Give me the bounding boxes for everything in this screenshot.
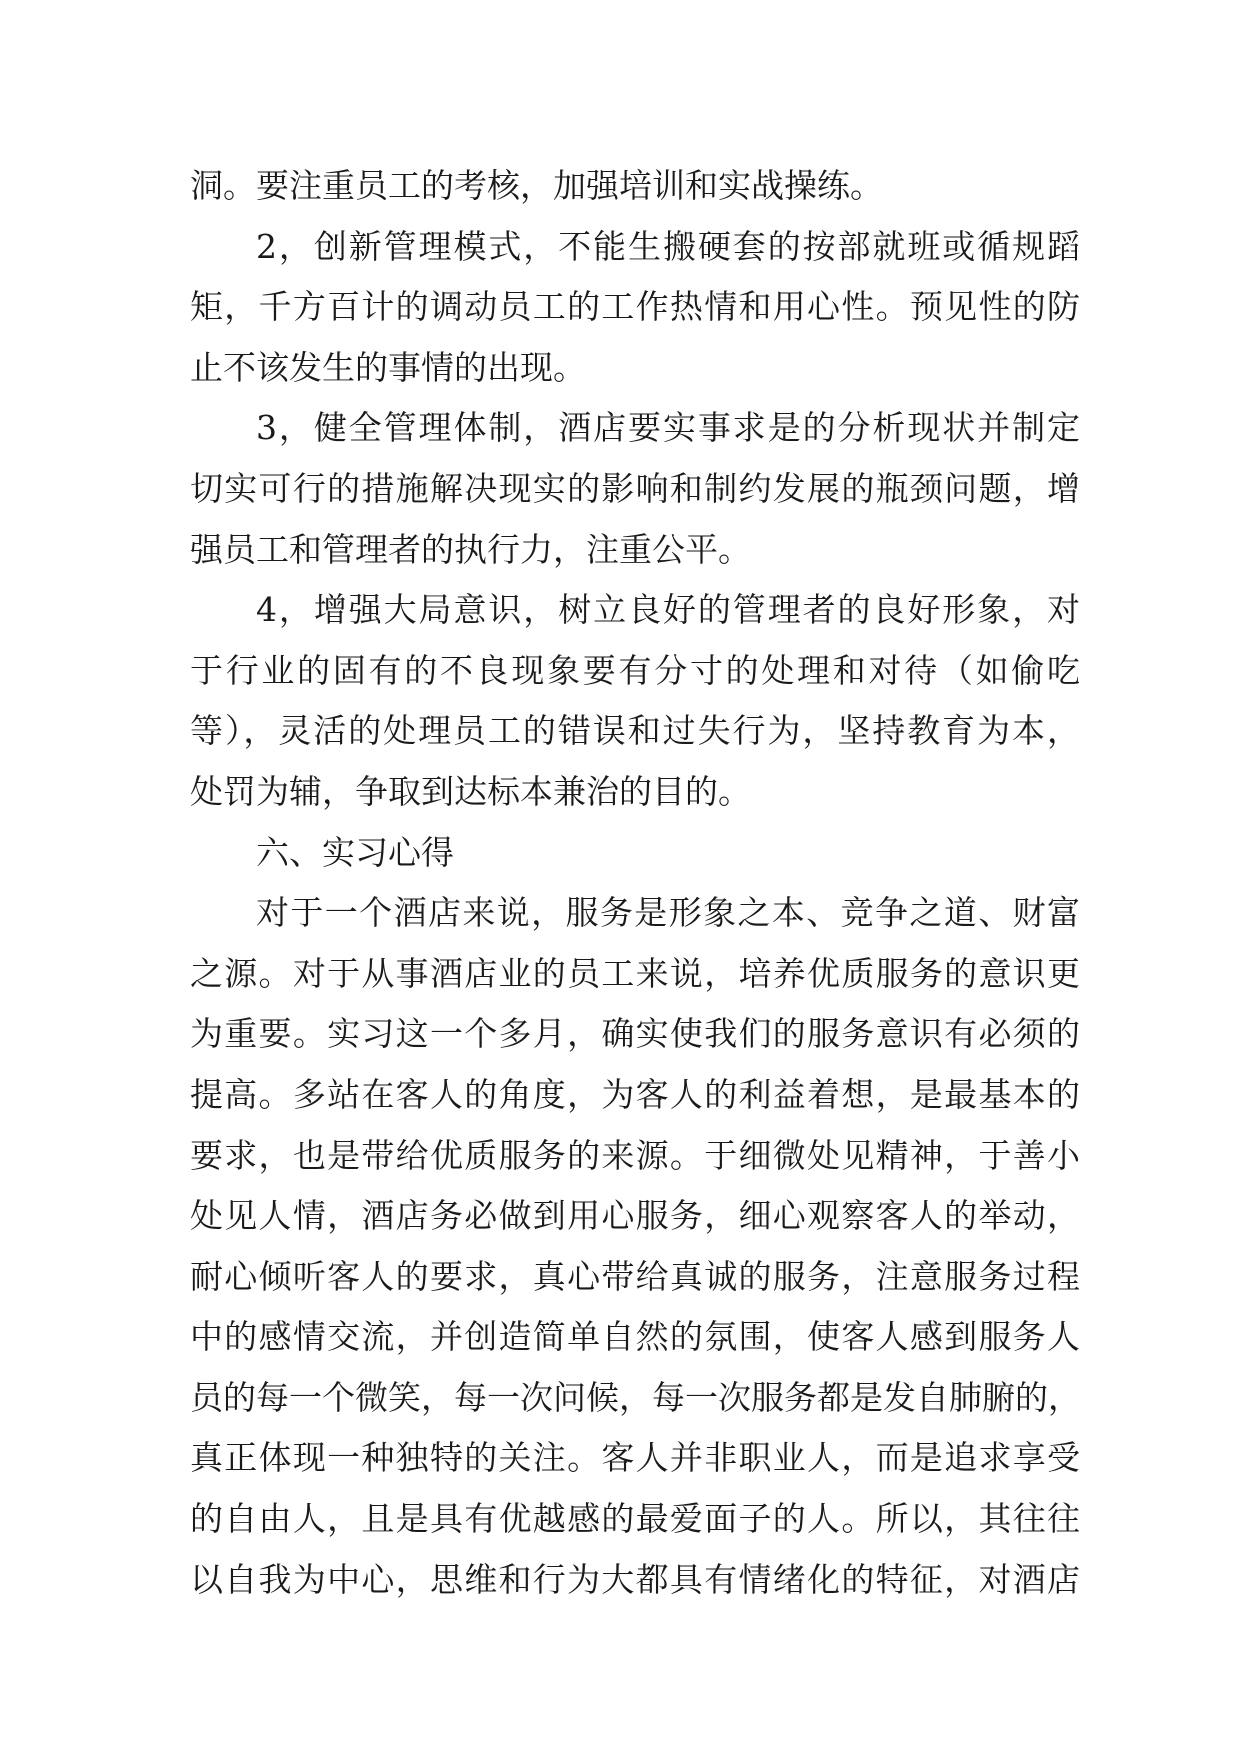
text-line: 对于一个酒店来说，服务是形象之本、竞争之道、财富 — [256, 893, 1080, 933]
text-line: 2，创新管理模式，不能生搬硬套的按部就班或循规蹈 — [256, 226, 1080, 266]
text-line: 处罚为辅，争取到达标本兼治的目的。 — [190, 771, 751, 811]
text-line: 提高。多站在客人的角度，为客人的利益着想，是最基本的 — [190, 1074, 1080, 1114]
text-line: 耐心倾听客人的要求，真心带给真诚的服务，注意服务过程 — [190, 1256, 1080, 1296]
text-line: 真正体现一种独特的关注。客人并非职业人，而是追求享受 — [190, 1438, 1080, 1478]
text-line: 为重要。实习这一个多月，确实使我们的服务意识有必须的 — [190, 1014, 1080, 1054]
text-line: 处见人情，酒店务必做到用心服务，细心观察客人的举动， — [190, 1196, 1080, 1236]
text-line: 切实可行的措施解决现实的影响和制约发展的瓶颈问题，增 — [190, 468, 1080, 508]
text-line: 洞。要注重员工的考核，加强培训和实战操练。 — [190, 166, 883, 205]
text-line: 强员工和管理者的执行力，注重公平。 — [190, 529, 751, 569]
text-line: 于行业的固有的不良现象要有分寸的处理和对待（如偷吃 — [190, 650, 1080, 690]
text-line: 矩，千方百计的调动员工的工作热情和用心性。预见性的防 — [190, 287, 1080, 327]
body-text — [190, 156, 1080, 1610]
text-line: 的自由人，且是具有优越感的最爱面子的人。所以，其往往 — [190, 1499, 1080, 1539]
text-line: 3，健全管理体制，酒店要实事求是的分析现状并制定 — [256, 408, 1080, 448]
text-line: 以自我为中心，思维和行为大都具有情绪化的特征，对酒店 — [190, 1559, 1080, 1599]
text-line: 4，增强大局意识，树立良好的管理者的良好形象，对 — [256, 590, 1080, 630]
text-line: 中的感情交流，并创造简单自然的氛围，使客人感到服务人 — [190, 1317, 1080, 1357]
text-line: 止不该发生的事情的出现。 — [190, 347, 586, 387]
text-line: 六、实习心得 — [256, 832, 454, 872]
text-line: 等），灵活的处理员工的错误和过失行为，坚持教育为本， — [190, 711, 1080, 751]
text-line: 员的每一个微笑，每一次问候，每一次服务都是发自肺腑的， — [190, 1377, 1081, 1417]
text-line: 要求，也是带给优质服务的来源。于细微处见精神，于善小 — [190, 1135, 1080, 1175]
text-line: 之源。对于从事酒店业的员工来说，培养优质服务的意识更 — [190, 953, 1080, 993]
